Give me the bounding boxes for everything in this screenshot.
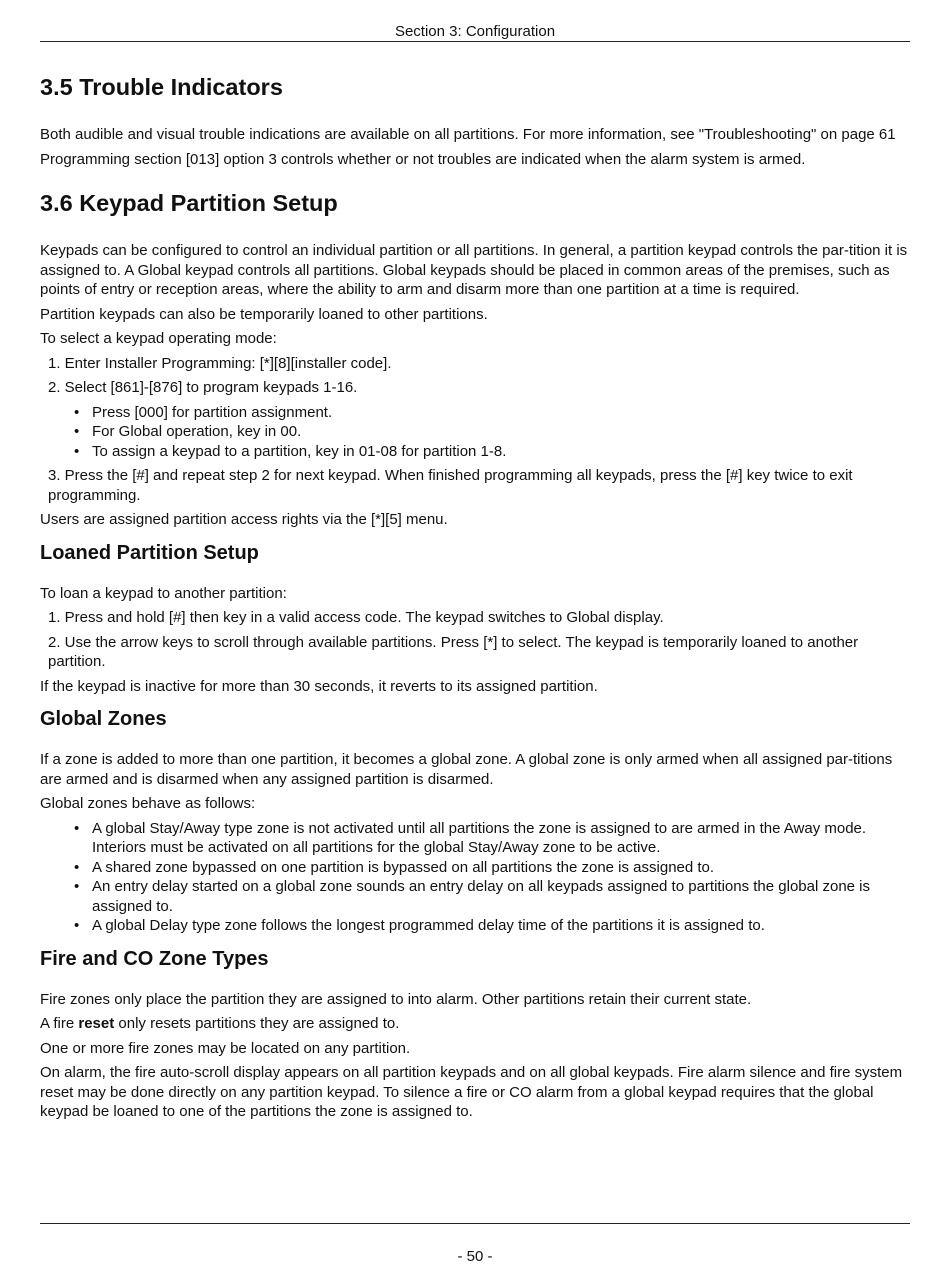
paragraph: To loan a keypad to another partition: (40, 584, 287, 602)
paragraph: One or more fire zones may be located on any partition. (40, 1039, 411, 1057)
paragraph: Fire zones only place the partition they are assigned to into alarm. Other partitions retain their current state. (40, 990, 752, 1008)
section-3-5-heading: 3.5 Trouble Indicators (40, 74, 283, 100)
paragraph: Global zones behave as follows: (40, 795, 256, 812)
paragraph: If the keypad is inactive for more than 30 seconds, it reverts to its assigned partition. (40, 677, 598, 695)
paragraph: Partition keypads can also be temporarily loaned to other partitions. (40, 305, 488, 323)
list-item: • For Global operation, key in 00. (92, 422, 910, 442)
header-rule (40, 41, 910, 42)
paragraph: Keypads can be configured to control an individual partition or all partitions. In general, a partition keypad controls the par-tition it is assigned to. A Global keypad controls all partitions. Global keypads should be placed in common areas of the premises, such as points of entry or reception areas, where the ability to arm and disarm more than one partition at a time is required. (40, 242, 908, 298)
section-3-6-heading: 3.6 Keypad Partition Setup (40, 190, 338, 216)
list-item: 3. Press the [#] and repeat step 2 for next keypad. When finished programming all keypads, press the [#] key twice to exit programming. (48, 467, 853, 504)
text-run: only resets partitions they are assigned to. (114, 1015, 400, 1032)
document-page (40, 0, 910, 1264)
list-item: • A global Stay/Away type zone is not activated until all partitions the zone is assigned to are armed in the Away mode. Interiors must be activated on all partitions for the global Stay/Away zone to be active. (92, 819, 910, 858)
global-zones-heading: Global Zones (40, 708, 167, 730)
loaned-partition-heading: Loaned Partition Setup (40, 541, 259, 564)
paragraph: Programming section [013] option 3 controls whether or not troubles are indicated when the alarm system is armed. (40, 150, 806, 168)
paragraph: Users are assigned partition access rights via the [*][5] menu. (40, 511, 448, 528)
list-item: 2. Use the arrow keys to scroll through available partitions. Press [*] to select. The keypad is temporarily loaned to another partition. (48, 633, 859, 670)
keypad-mode-steps-continued (40, 466, 910, 505)
paragraph: On alarm, the fire auto-scroll display appears on all partition keypads and on all global keypads. Fire alarm silence and fire system reset may be done directly on any partition keypad. To silence a fire or CO alarm from a global keypad requires that the global keypad be loaned to one of the partitions the zone is assigned to. (40, 1064, 903, 1120)
keypad-options-list (40, 403, 910, 462)
paragraph (40, 1014, 910, 1034)
step-text: 2. Select [861]-[876] to program keypads 1-16. (48, 379, 358, 396)
loan-steps (40, 608, 910, 672)
list-item (48, 378, 910, 398)
bold-term: reset (78, 1015, 115, 1032)
page-content (40, 68, 910, 1127)
list-item: • A global Delay type zone follows the longest programmed delay time of the partitions it is assigned to. (92, 916, 910, 936)
list-item: • To assign a keypad to a partition, key in 01-08 for partition 1-8. (92, 442, 910, 462)
fire-co-heading: Fire and CO Zone Types (40, 947, 269, 970)
list-item: 1. Enter Installer Programming: [*][8][installer code]. (48, 354, 392, 372)
paragraph: To select a keypad operating mode: (40, 330, 277, 347)
paragraph: If a zone is added to more than one partition, it becomes a global zone. A global zone is only armed when all assigned par-titions are armed and is disarmed when any assigned partition is disarmed. (40, 751, 893, 788)
global-zone-behaviors (40, 819, 910, 936)
page-number: - 50 - (457, 1248, 493, 1265)
list-item: • Press [000] for partition assignment. (92, 403, 910, 423)
text-run: A fire (40, 1015, 79, 1032)
list-item: • A shared zone bypassed on one partition is bypassed on all partitions the zone is assigned to. (92, 858, 910, 878)
list-item: 1. Press and hold [#] then key in a valid access code. The keypad switches to Global display. (48, 609, 664, 626)
keypad-mode-steps (40, 354, 910, 398)
list-item: • An entry delay started on a global zone sounds an entry delay on all keypads assigned to partitions the global zone is assigned to. (92, 877, 910, 916)
footer-rule (40, 1223, 910, 1224)
running-header: Section 3: Configuration (394, 23, 556, 40)
paragraph: Both audible and visual trouble indications are available on all partitions. For more information, see "Troubleshooting" on page 61 (40, 126, 896, 143)
